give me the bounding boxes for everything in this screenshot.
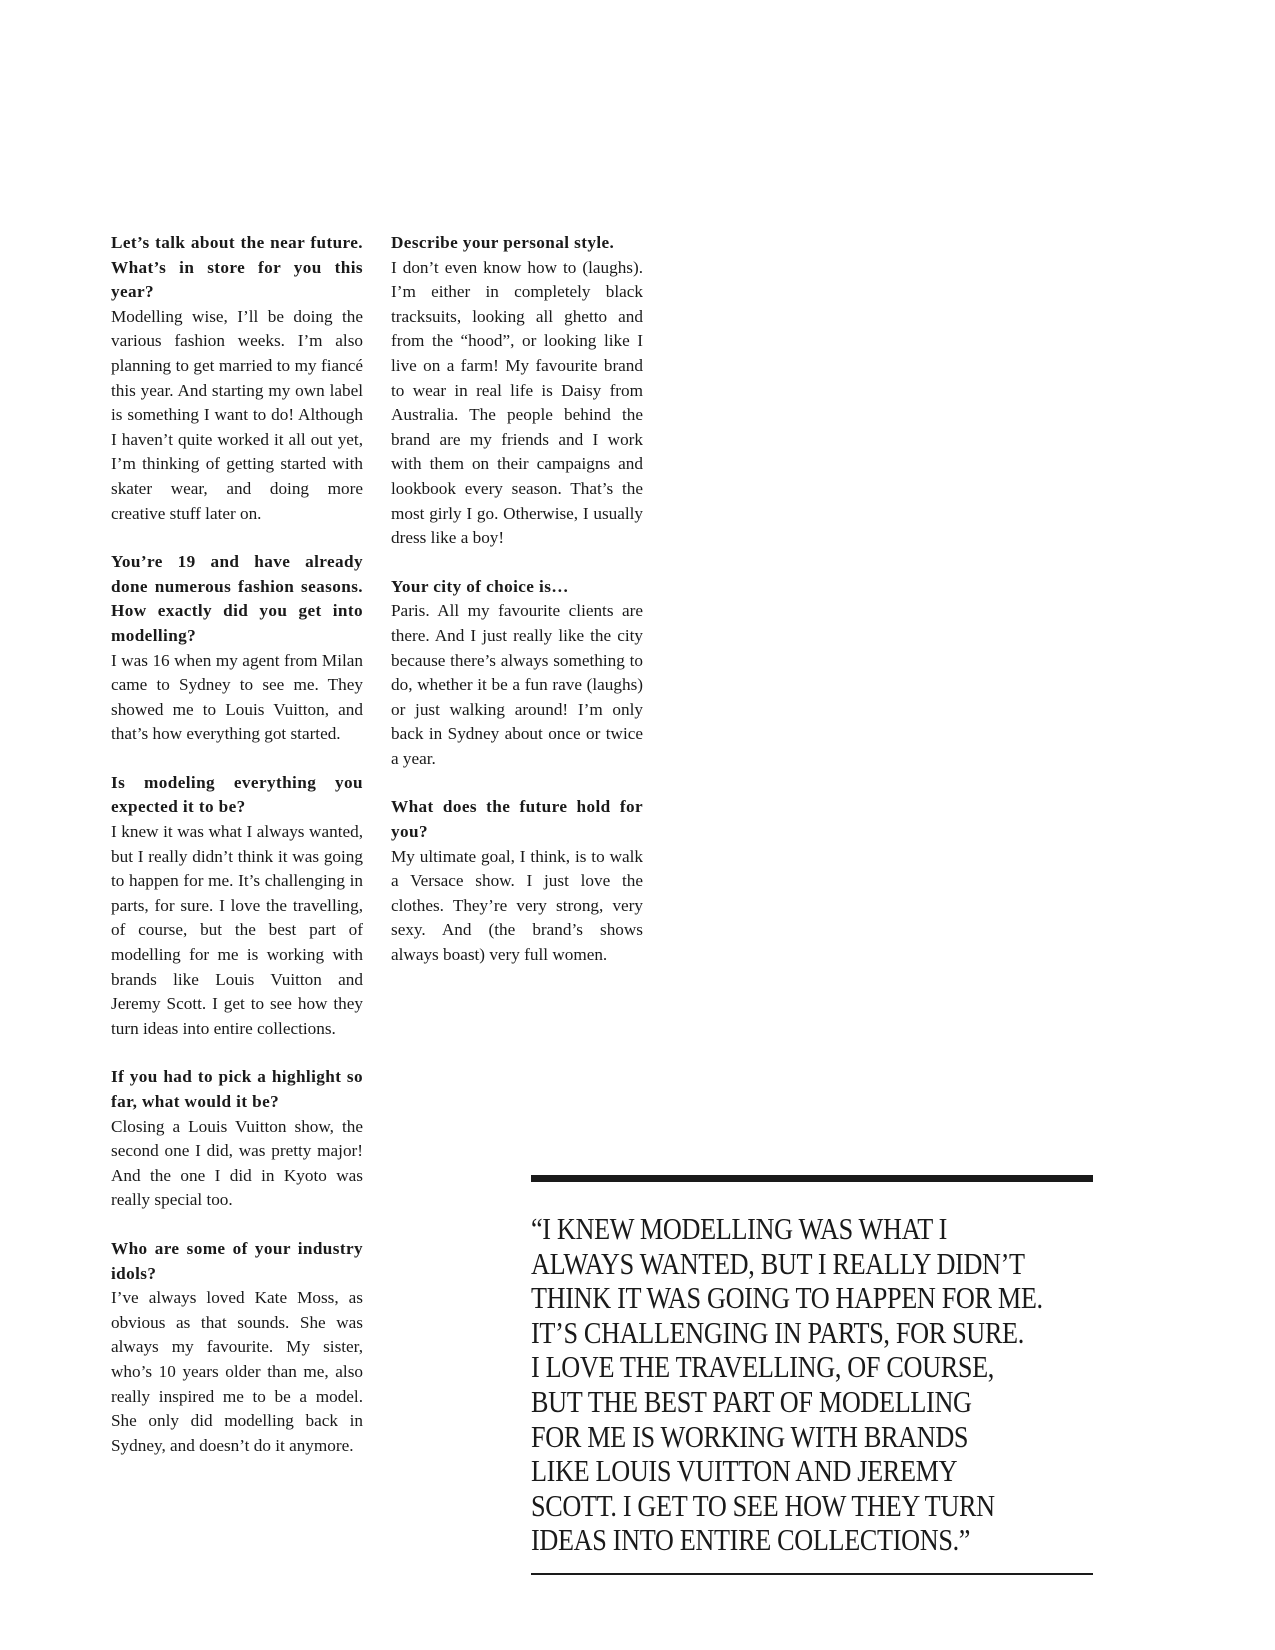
question-heading: You’re 19 and have already done numerous fashion seasons. How exactly did you get into modelling? — [111, 552, 363, 645]
qa-block — [111, 550, 363, 747]
question-heading: Is modeling everything you expected it to be? — [111, 772, 363, 817]
qa-block — [391, 795, 643, 967]
qa-block — [111, 1237, 363, 1458]
answer-paragraph: I don’t even know how to (laughs). I’m either in completely black tracksuits, looking all ghetto and from the “hood”, or looking like I live on a farm! My favourite brand to wear in real life is Daisy from Australia. The people behind the brand are my friends and I work with them on their campaigns and lookbook every season. That’s the most girly I go. Otherwise, I usually dress like a boy! — [391, 257, 643, 548]
qa-block — [391, 575, 643, 772]
question-heading: Let’s talk about the near future. What’s in store for you this year? — [111, 233, 363, 302]
quote-top-rule — [531, 1175, 1093, 1182]
answer-paragraph: I’ve always loved Kate Moss, as obvious as that sounds. She was always my favourite. My sister, who’s 10 years older than me, also really inspired me to be a model. She only did modelling back in Sydney, and doesn’t do it anymore. — [111, 1288, 363, 1455]
qa-block — [111, 771, 363, 1042]
left-column — [111, 231, 363, 1482]
question-heading: What does the future hold for you? — [391, 797, 643, 842]
answer-paragraph: Modelling wise, I’ll be doing the various fashion weeks. I’m also planning to get married to my fiancé this year. And starting my own label is something I want to do! Although I haven’t quite worked it all out yet, I’m thinking of getting started with skater wear, and doing more creative stuff later on. — [111, 306, 363, 523]
question-heading: Who are some of your industry idols? — [111, 1238, 363, 1283]
qa-block — [391, 231, 643, 551]
answer-paragraph: My ultimate goal, I think, is to walk a Versace show. I just love the clothes. They’re very strong, very sexy. And (the brand’s shows always boast) very full women. — [391, 846, 643, 965]
answer-paragraph: Paris. All my favourite clients are there. And I just really like the city because there’s always something to do, whether it be a fun rave (laughs) or just walking around! I’m only back in Sydney about once or twice a year. — [391, 601, 643, 768]
pull-quote-text: “I KNEW MODELLING WAS WHAT I ALWAYS WANTED, BUT I REALLY DIDN’T THINK IT WAS GOING TO HAPPEN FOR ME. IT’S CHALLENGING IN PARTS, FOR SURE. I LOVE THE TRAVELLING, OF COURSE, BUT THE BEST PART OF MODELLING FOR ME IS WORKING WITH BRANDS LIKE LOUIS VUITTON AND JEREMY SCOTT. I GET TO SEE HOW THEY TURN IDEAS INTO ENTIRE COLLECTIONS.” — [531, 1212, 1043, 1558]
question-heading: If you had to pick a highlight so far, what would it be? — [111, 1067, 363, 1111]
answer-paragraph: I was 16 when my agent from Milan came to Sydney to see me. They showed me to Louis Vuitton, and that’s how everything got started. — [111, 650, 363, 744]
middle-column — [391, 231, 643, 992]
question-heading: Describe your personal style. — [391, 233, 615, 252]
pull-quote — [531, 1175, 1093, 1558]
answer-paragraph: Closing a Louis Vuitton show, the second one I did, was pretty major! And the one I did in Kyoto was really special too. — [111, 1116, 363, 1210]
answer-paragraph: I knew it was what I always wanted, but I really didn’t think it was going to happen for me. It’s challenging in parts, for sure. I love the travelling, of course, but the best part of modelling for me is working with brands like Louis Vuitton and Jeremy Scott. I get to see how they turn ideas into entire collections. — [111, 822, 363, 1038]
quote-bottom-rule — [531, 1573, 1093, 1575]
qa-block — [111, 231, 363, 526]
qa-block — [111, 1065, 363, 1213]
question-heading: Your city of choice is… — [391, 576, 569, 596]
